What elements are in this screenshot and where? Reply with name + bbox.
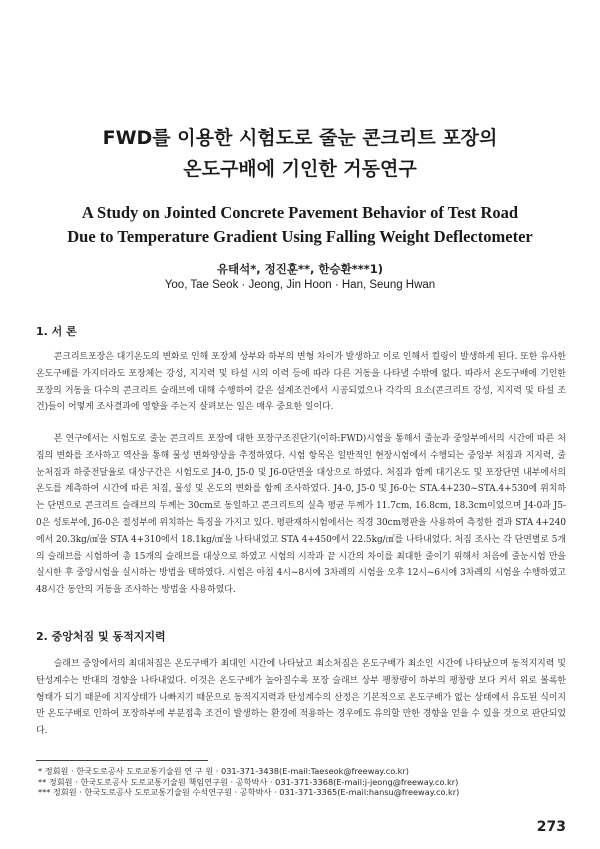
page-number: 273 [536, 819, 566, 835]
section-heading-deflection: 2. 중앙처짐 및 동적지지력 [36, 630, 166, 643]
section-heading-introduction: 1. 서 론 [36, 325, 77, 338]
deflection-paragraph-1: 슬래브 중앙에서의 최대처짐은 온도구배가 최대인 시간에 나타났고 최소처짐은 온도구배가 최소인 시간에 나타났으며 동적지지력 및 탄성계수는 반대의 경향을 나타내었다. 이것은 온도구배가 높아질수록 포장 슬래브 상부 팽창량이 하부의 팽창량 보다 커서 위로 볼록한 형태가 되기 때문에 지지상태가 나빠지기 때문으로 동적지지력과 탄성계수의 산정은 기본적으로 온도구배가 없는 상태에서 유도된 식이지만 온도구배로 인하여 포장하부에 부분접촉 조건이 발생하는 환경에 적용하는 경우에도 유의할 만한 경향을 얻을 수 있을 것으로 판단되었다. [36, 659, 566, 737]
english-title-line-2: Due to Temperature Gradient Using Falling Weight Deflectometer [67, 227, 533, 246]
footnotes [38, 766, 459, 798]
english-title-line-1: A Study on Jointed Concrete Pavement Behavior of Test Road [81, 203, 519, 222]
footnote-divider [36, 760, 208, 761]
intro-paragraph-2: 본 연구에서는 시험도로 줄눈 콘크리트 포장에 대한 포장구조진단기(이하:FWD)시험을 통해서 줄눈과 중앙부에서의 시간에 따른 처짐의 변화를 조사하고 역산을 통해 물성 변화양상을 추정하였다. 시험 항목은 일반적인 현장시험에서 수행되는 중앙부 처짐과 지지력, 줄눈처짐과 하중전달율로 대상구간은 시험도로 J4-0, J5-0 및 J6-0단면을 대상으로 하였다. 처짐과 함께 대기온도 및 포장단면 내부에서의 온도를 계측하여 시간에 따른 처짐, 물성 및 온도의 변화를 함께 조사하였다. J4-0, J5-0 및 J6-0는 STA.4+230~STA.4+530에 위치하는 단면으로 콘크리트 슬래브의 두께는 30cm로 동일하고 콘크리트의 실측 평균 두께가 11.7cm, 16.8cm, 18.3cm이었으며 J4-0과 J5-0은 성토부에, J6-0은 절성부에 위치하는 특징을 가지고 있다. 평판재하시험에서는 직경 30cm평판을 사용하여 측정한 결과 STA 4+240에서 20.3kg/㎤을 STA 4+310에서 18.1kg/㎤을 나타내었고 STA 4+450에서 22.5kg/㎤를 나타내었다. 처짐 조사는 각 단면별로 5개의 슬래브를 시험하여 총 15개의 슬래브를 대상으로 하였고 시험의 시작과 끝 시간의 차이를 최대한 줄이기 위해서 처음에 줄눈시험 만을 실시한 후 중앙시험을 실시하는 방법을 택하였다. 시험은 아침 4시~8시에 3차례의 시험을 오후 12시~6시에 3차례의 시험을 수행하였고 48시간 동안의 거동을 조사하는 방법을 사용하였다. [36, 434, 566, 596]
footnote-author-3: *** 정회원 · 한국도로공사 도로교통기술원 수석연구원 · 공학박사 · 031-371-3365(E-mail:hansu@freeway.co.kr) [38, 787, 460, 797]
footnote-author-2: ** 정회원 · 한국도로공사 도로교통기술원 책임연구원 · 공학박사 · 031-371-3368(E-mail:j-jeong@freeway.co.kr) [38, 776, 459, 787]
footnote-author-1: * 정회원 · 한국도로공사 도로교통기술원 연 구 원 · 031-371-3438(E-mail:Taeseok@freeway.co.kr) [38, 766, 409, 776]
authors-korean: 유태석*, 정진훈**, 한승환***1) [216, 262, 384, 276]
authors-english: Yoo, Tae Seok · Jeong, Jin Hoon · Han, Seung Hwan [164, 279, 436, 291]
korean-title-line-1: FWD를 이용한 시험도로 줄눈 콘크리트 포장의 [102, 127, 498, 149]
intro-paragraph-1: 콘크리트포장은 대기온도의 변화로 인해 포장체 상부와 하부의 변형 차이가 발생하고 이로 인해서 컬링이 발생하게 된다. 또한 유사한 온도구배를 가지더라도 포장체는 강성, 지지력 및 타설 시의 이력 등에 따라 다른 거동을 나타낼 수밖에 없다. 따라서 온도구배에 기인한 포장의 거동을 다수의 콘크리트 슬래브에 대해 수행하여 같은 설계조건에서 시공되었으나 각각의 요소(콘크리트 강성, 지지력 및 타설 조건)들이 어떻게 조사결과에 영향을 주는지 살펴보는 일은 매우 중요한 일이다. [36, 352, 566, 413]
korean-title-line-2: 온도구배에 기인한 거동연구 [183, 158, 417, 180]
